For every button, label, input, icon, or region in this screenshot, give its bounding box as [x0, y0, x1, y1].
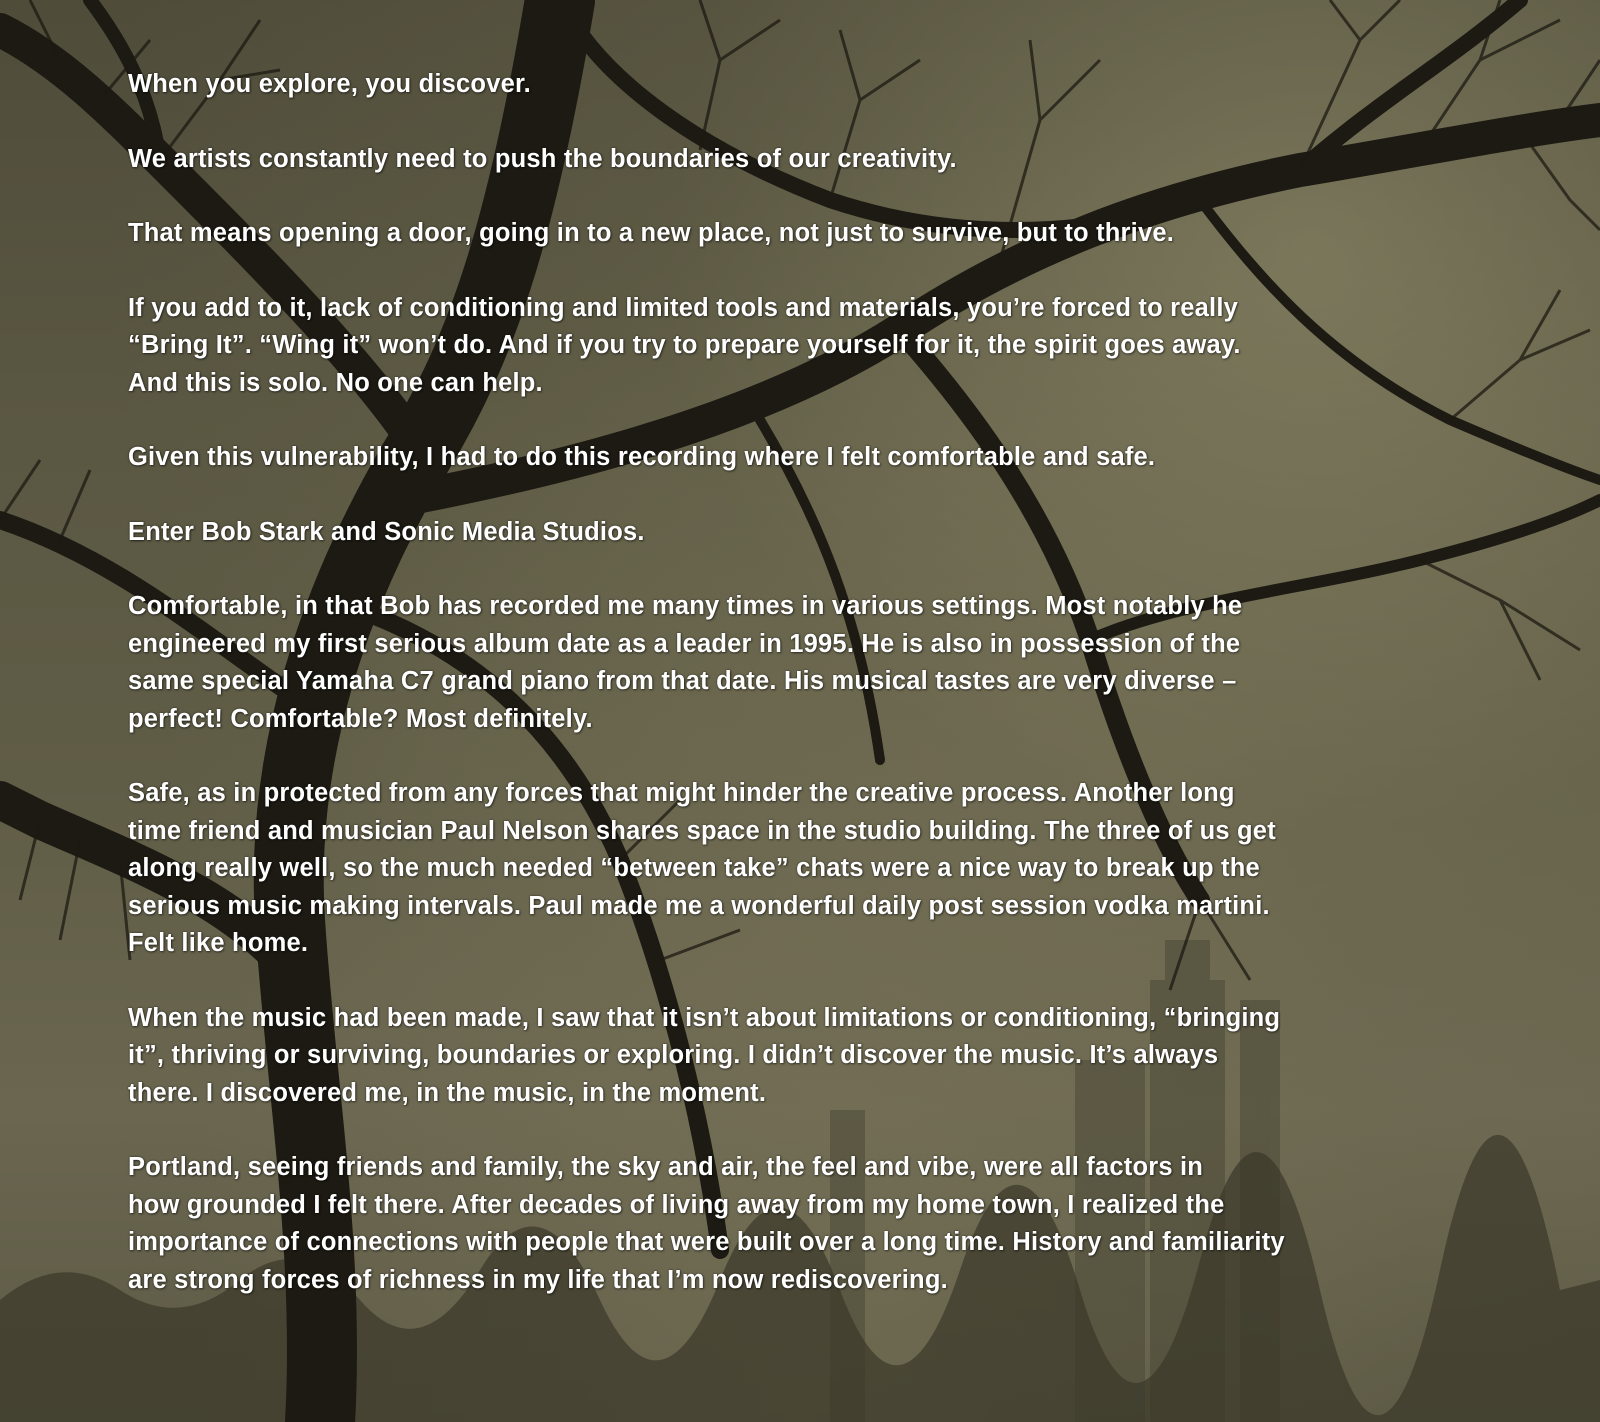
paragraph: That means opening a door, going in to a new place, not just to survive, but to thrive.	[128, 219, 1174, 247]
paragraph: Portland, seeing friends and family, the sky and air, the feel and vibe, were all factors in how grounded I felt there. After decades of living away from my home town, I realized the importance of connections with people that were built over a long time. History and familiarity are strong forces of richness in my life that I’m now rediscovering.	[128, 1153, 1285, 1294]
paragraph: Enter Bob Stark and Sonic Media Studios.	[128, 517, 645, 546]
paragraph: Given this vulnerability, I had to do this recording where I felt comfortable and safe.	[128, 443, 1156, 471]
paragraph: When the music had been made, I saw that it isn’t about limitations or conditioning, “bringing it”, thriving or surviving, boundaries or exploring. I didn’t discover the music. It’s always there. I discovered me, in the music, in the moment.	[128, 1003, 1281, 1107]
paragraph: We artists constantly need to push the boundaries of our creativity.	[128, 144, 957, 173]
paragraph: If you add to it, lack of conditioning and limited tools and materials, you’re forced to really “Bring It”. “Wing it” won’t do. And if you try to prepare yourself for it, the spirit goes away. And this is solo. No one can help.	[128, 293, 1241, 397]
paragraph: Comfortable, in that Bob has recorded me many times in various settings. Most notably he engineered my first serious album date as a leader in 1995. He is also in possession of the same special Yamaha C7 grand piano from that date. His musical tastes are very diverse – perfect! Comfortable? Most definitely.	[128, 592, 1243, 733]
paragraph: Safe, as in protected from any forces that might hinder the creative process. Another long time friend and musician Paul Nelson shares space in the studio building. The three of us get along really well, so the much needed “between take” chats were a nice way to break up the serious music making intervals. Paul made me a wonderful daily post session vodka martini. Felt like home.	[128, 779, 1276, 957]
liner-notes-text	[128, 66, 1508, 1336]
paragraph: When you explore, you discover.	[128, 70, 531, 98]
